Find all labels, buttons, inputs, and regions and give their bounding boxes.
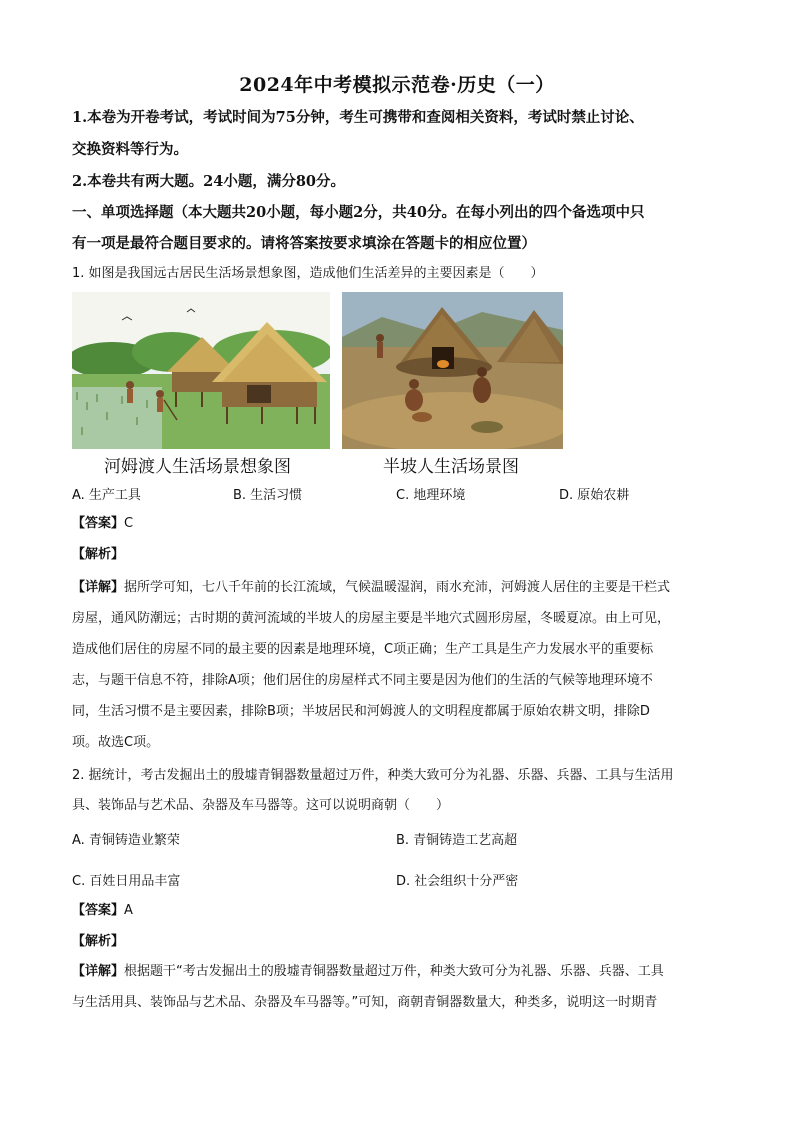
note-2: 2.本卷共有两大题。24小题，满分80分。 <box>72 173 345 190</box>
question-2-detail-line-2: 与生活用具、装饰品与艺术品、杂器及车马器等。”可知，商朝青铜器数量大，种类多，说明这一时期青 <box>72 995 658 1010</box>
note-1-line-1: 1.本卷为开卷考试，考试时间为75分钟，考生可携带和查阅相关资料，考试时禁止讨论、 <box>72 109 644 126</box>
question-2-option-c: C. 百姓日用品丰富 <box>72 874 181 889</box>
question-1-option-d: D. 原始农耕 <box>559 488 630 503</box>
question-1-detail-line-1 <box>72 578 722 598</box>
question-1-detail-line-2: 房屋，通风防潮远；古时期的黄河流域的半坡人的房屋主要是半地穴式圆形房屋，冬暖夏凉。由上可见， <box>72 611 671 626</box>
banpo-image-caption: 半坡人生活场景图 <box>383 457 519 477</box>
question-2-option-b: B. 青铜铸造工艺高超 <box>396 833 518 848</box>
answer-value: A <box>124 903 133 918</box>
question-1-detail-line-3: 造成他们居住的房屋不同的最主要的因素是地理环境，C项正确；生产工具是生产力发展水平的重要标 <box>72 642 654 657</box>
answer-value: C <box>124 516 134 531</box>
detail-label: 【详解】 <box>72 580 125 595</box>
question-2-answer <box>72 901 722 921</box>
question-1-answer <box>72 514 722 534</box>
question-1-detail-line-5: 同，生活习惯不是主要因素，排除B项；半坡居民和河姆渡人的文明程度都属于原始农耕文明，排除D <box>72 704 650 719</box>
detail-text: 根据题干“考古发掘出土的殷墟青铜器数量超过万件，种类大致可分为礼器、乐器、兵器、工具 <box>124 964 664 979</box>
question-1-detail-line-6: 项。故选C项。 <box>72 735 160 750</box>
section-1-heading-line-2: 有一项是最符合题目要求的。请将答案按要求填涂在答题卡的相应位置） <box>72 235 536 252</box>
question-2-detail-line-1 <box>72 962 722 982</box>
answer-label: 【答案】 <box>72 903 125 918</box>
question-1-stem: 1. 如图是我国远古居民生活场景想象图，造成他们生活差异的主要因素是（ ） <box>72 266 544 281</box>
question-1-option-b: B. 生活习惯 <box>233 488 303 503</box>
section-1-heading-line-1: 一、单项选择题（本大题共20小题，每小题2分，共40分。在每小列出的四个备选项中只 <box>72 204 645 221</box>
question-2-stem-line-2: 具、装饰品与艺术品、杂器及车马器等。这可以说明商朝（ ） <box>72 798 450 813</box>
hemudu-scene-image <box>72 292 330 449</box>
detail-text: 据所学可知，七八千年前的长江流域，气候温暖湿润，雨水充沛，河姆渡人居住的主要是干栏式 <box>124 580 671 595</box>
banpo-scene-image <box>342 292 563 449</box>
question-2-option-a: A. 青铜铸造业繁荣 <box>72 833 180 848</box>
note-1-line-2: 交换资料等行为。 <box>72 141 188 158</box>
question-2-analysis-label: 【解析】 <box>72 934 125 949</box>
hemudu-image-caption: 河姆渡人生活场景想象图 <box>104 457 291 477</box>
question-2-stem-line-1: 2. 据统计，考古发掘出土的殷墟青铜器数量超过万件，种类大致可分为礼器、乐器、兵器、工具与生活用 <box>72 768 674 783</box>
question-1-option-a: A. 生产工具 <box>72 488 141 503</box>
question-2-option-d: D. 社会组织十分严密 <box>396 874 519 889</box>
page-title: 2024年中考模拟示范卷·历史（一） <box>239 74 555 96</box>
answer-label: 【答案】 <box>72 516 125 531</box>
detail-label: 【详解】 <box>72 964 125 979</box>
question-1-analysis-label: 【解析】 <box>72 547 125 562</box>
question-1-option-c: C. 地理环境 <box>396 488 466 503</box>
question-1-detail-line-4: 志，与题干信息不符，排除A项；他们居住的房屋样式不同主要是因为他们的生活的气候等地理环境不 <box>72 673 653 688</box>
